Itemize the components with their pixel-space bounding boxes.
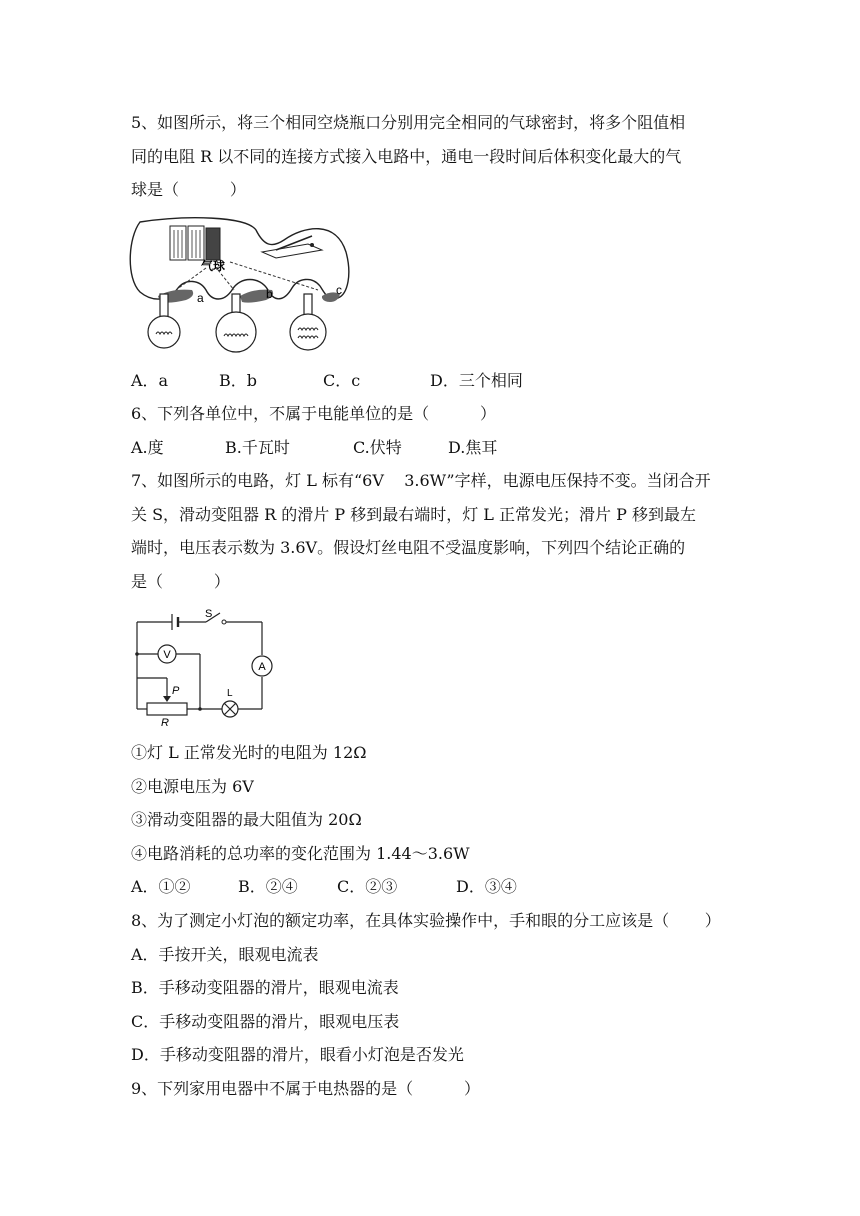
q9-text: 9、下列家用电器中不属于电热器的是（ ） <box>131 1079 481 1098</box>
q5-option-d: D．三个相同 <box>430 371 523 390</box>
q5-circuit-figure <box>126 212 352 354</box>
ammeter-icon <box>252 656 272 676</box>
q7-statement-4: ④电路消耗的总功率的变化范围为 1.44～3.6W <box>131 844 470 863</box>
svg-text:V: V <box>163 649 171 661</box>
q8-option-d: D．手移动变阻器的滑片，眼看小灯泡是否发光 <box>131 1045 464 1064</box>
q5-option-a: A．a <box>131 371 169 390</box>
lamp-icon <box>222 701 238 717</box>
q7-text-line-1: 7、如图所示的电路，灯 L 标有“6V 3.6W”字样，电源电压保持不变。当闭合开 <box>131 471 711 490</box>
q8-option-a: A．手按开关，眼观电流表 <box>131 945 319 964</box>
label-p: P <box>172 685 180 697</box>
q5-option-c: C．c <box>323 371 361 390</box>
q5-text-line-3: 球是（ ） <box>131 180 246 199</box>
q7-circuit-figure <box>128 604 273 728</box>
q7-statement-1: ①灯 L 正常发光时的电阻为 12Ω <box>131 743 367 762</box>
q6-option-b: B.千瓦时 <box>225 438 290 457</box>
q7-text-line-2: 关 S，滑动变阻器 R 的滑片 P 移到最右端时，灯 L 正常发光；滑片 P 移到最左 <box>131 505 696 524</box>
svg-text:A: A <box>258 661 266 673</box>
q7-text-line-3: 端时，电压表示数为 3.6V。假设灯丝电阻不受温度影响，下列四个结论正确的 <box>131 538 686 557</box>
flask-b-icon <box>216 294 256 352</box>
switch-icon <box>262 236 322 258</box>
label-b: b <box>266 287 273 301</box>
voltmeter-icon <box>158 645 176 663</box>
balloon-label: 气球 <box>201 259 226 273</box>
q6-text: 6、下列各单位中，不属于电能单位的是（ ） <box>131 404 497 423</box>
q5-text-line-1: 5、如图所示，将三个相同空烧瓶口分别用完全相同的气球密封，将多个阻值相 <box>131 113 686 132</box>
q5-text-line-2: 同的电阻 R 以不同的连接方式接入电路中，通电一段时间后体积变化最大的气 <box>131 147 682 166</box>
q6-option-c: C.伏特 <box>353 438 402 457</box>
flask-c-icon <box>290 294 326 350</box>
q7-text-line-4: 是（ ） <box>131 572 230 591</box>
rheostat-icon <box>147 703 187 715</box>
q7-statement-2: ②电源电压为 6V <box>131 777 254 796</box>
q6-option-d: D.焦耳 <box>448 438 498 457</box>
q7-option-a: A．①② <box>131 877 191 896</box>
q8-text: 8、为了测定小灯泡的额定功率，在具体实验操作中，手和眼的分工应该是（ ） <box>131 911 721 930</box>
q7-statement-3: ③滑动变阻器的最大阻值为 20Ω <box>131 810 362 829</box>
q7-option-c: C．②③ <box>337 877 398 896</box>
label-s: S <box>205 608 213 620</box>
label-c: c <box>336 283 342 297</box>
q8-option-c: C．手移动变阻器的滑片，眼观电压表 <box>131 1012 400 1031</box>
q7-option-d: D．③④ <box>456 877 517 896</box>
label-a: a <box>197 291 204 305</box>
label-r: R <box>161 717 169 728</box>
battery-icon <box>170 226 220 260</box>
q8-option-b: B．手移动变阻器的滑片，眼观电流表 <box>131 978 399 997</box>
q6-option-a: A.度 <box>131 438 164 457</box>
q5-option-b: B．b <box>219 371 258 390</box>
label-l: L <box>227 688 233 699</box>
q7-option-b: B．②④ <box>238 877 298 896</box>
